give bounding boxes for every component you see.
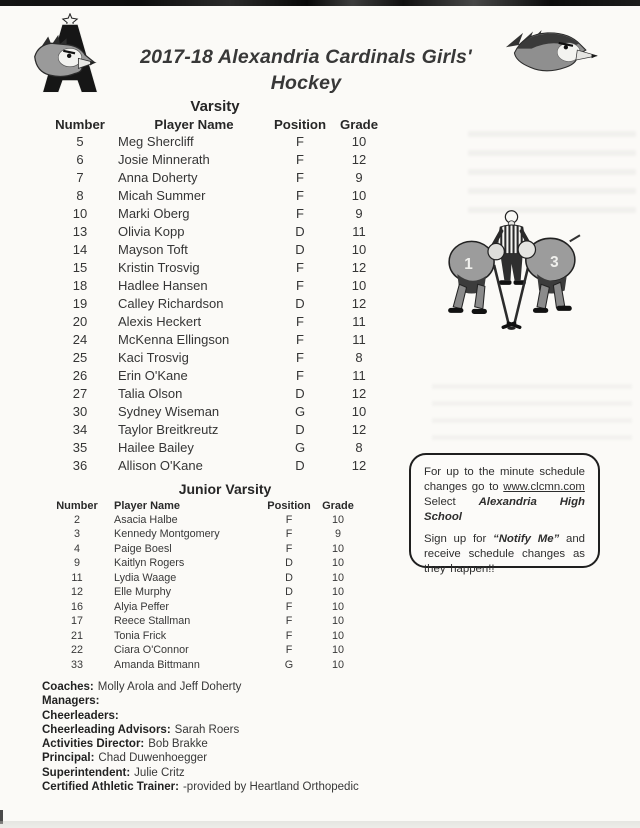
player-position: D [295, 224, 305, 239]
staff-role-label: Managers: [42, 695, 100, 708]
column-header-position: Position [273, 117, 327, 132]
player-grade: 12 [351, 260, 367, 275]
schedule-url: www.clcmn.com [503, 481, 585, 493]
player-name: Kristin Trosvig [118, 260, 200, 275]
table-row [42, 187, 388, 205]
player-position: F [296, 350, 304, 365]
player-number: 7 [76, 170, 84, 185]
player-grade: 11 [352, 314, 366, 329]
player-position: F [296, 332, 304, 347]
player-grade: 10 [351, 278, 367, 293]
player-name: Sydney Wiseman [118, 404, 220, 419]
player-grade: 10 [331, 542, 344, 555]
player-position: D [295, 458, 305, 473]
player-position: F [296, 134, 304, 149]
player-grade: 12 [351, 422, 367, 437]
player-name: Alexis Heckert [118, 314, 202, 329]
player-number: 36 [72, 458, 88, 473]
staff-line [42, 766, 462, 780]
right-jersey-number: 3 [550, 253, 559, 271]
player-name: Josie Minnerath [118, 152, 210, 167]
table-row [42, 169, 388, 187]
staff-list [42, 680, 462, 794]
player-grade: 10 [331, 615, 344, 628]
column-header-grade: Grade [322, 500, 354, 512]
player-grade: 10 [331, 514, 344, 526]
school-name: Alexandria High School [424, 496, 585, 523]
player-number: 4 [73, 542, 80, 555]
column-header-position: Position [267, 500, 311, 512]
player-grade: 12 [351, 296, 367, 311]
junior-varsity-header-row [40, 499, 360, 513]
player-position: F [285, 600, 293, 613]
table-row [42, 313, 388, 331]
player-name: Micah Summer [118, 188, 206, 203]
player-grade: 12 [351, 386, 367, 401]
player-grade: 10 [351, 134, 367, 149]
junior-varsity-table [40, 499, 360, 672]
column-header-name: Player Name [154, 117, 234, 132]
staff-name: Julie Critz [134, 766, 185, 779]
player-number: 33 [70, 658, 83, 671]
staff-name: -provided by Heartland Orthopedic [182, 781, 359, 794]
table-row [42, 457, 388, 475]
table-row [40, 643, 360, 657]
player-position: F [296, 170, 304, 185]
junior-varsity-heading: Junior Varsity [178, 481, 272, 497]
player-name: Paige Boesl [114, 542, 172, 555]
table-row [40, 571, 360, 585]
player-position: F [285, 629, 293, 642]
player-position: D [285, 571, 293, 584]
player-number: 35 [72, 440, 88, 455]
table-row [40, 542, 360, 556]
table-row [40, 527, 360, 541]
player-grade: 11 [352, 368, 366, 383]
player-number: 17 [70, 615, 83, 628]
table-row [42, 403, 388, 421]
player-name: Tonia Frick [114, 629, 167, 642]
player-number: 26 [72, 368, 88, 383]
player-position: F [285, 528, 293, 541]
player-position: D [285, 586, 293, 599]
table-row [42, 259, 388, 277]
staff-line [42, 694, 462, 708]
staff-role-label: Coaches: [42, 681, 94, 693]
table-row [40, 585, 360, 599]
player-number: 19 [72, 296, 88, 311]
junior-varsity-section [40, 482, 360, 672]
player-name: Olivia Kopp [118, 224, 185, 239]
player-number: 21 [70, 629, 83, 642]
table-row [40, 629, 360, 643]
staff-name: Sarah Roers [174, 723, 240, 736]
player-name: Calley Richardson [118, 296, 224, 311]
player-position: F [285, 542, 293, 555]
signup-suffix-text: and receive schedule changes as they happen!! [424, 533, 585, 575]
staff-line [42, 737, 462, 751]
column-header-number: Number [55, 117, 105, 132]
player-name: Talia Olson [118, 386, 183, 401]
player-number: 11 [71, 571, 83, 584]
table-row [42, 295, 388, 313]
player-grade: 10 [331, 571, 344, 584]
player-name: Marki Oberg [118, 206, 190, 221]
player-number: 14 [72, 242, 88, 257]
player-position: D [295, 386, 305, 401]
player-number: 12 [70, 586, 83, 599]
player-grade: 8 [355, 440, 363, 455]
schedule-note-text: For up to the minute schedule changes go to [424, 466, 585, 493]
player-position: D [295, 296, 305, 311]
player-grade: 10 [331, 658, 344, 671]
player-name: Reece Stallman [114, 615, 191, 628]
table-row [40, 614, 360, 628]
player-grade: 9 [334, 528, 341, 541]
player-grade: 10 [331, 586, 344, 599]
schedule-note-paragraph-1 [424, 465, 585, 525]
table-row [42, 205, 388, 223]
schedule-note-box [409, 453, 600, 575]
player-number: 6 [76, 152, 84, 167]
bleed-through-artifact [468, 118, 636, 214]
player-name: Alyia Peffer [114, 600, 170, 613]
varsity-heading: Varsity [190, 98, 240, 115]
player-name: Asacia Halbe [114, 514, 178, 526]
player-number: 20 [72, 314, 88, 329]
player-number: 3 [73, 528, 80, 541]
player-name: Kaci Trosvig [118, 350, 189, 365]
player-number: 15 [72, 260, 88, 275]
player-name: Kennedy Montgomery [114, 528, 220, 541]
player-name: Erin O'Kane [118, 368, 188, 383]
staff-name: Molly Arola and Jeff Doherty [97, 681, 242, 693]
player-grade: 12 [351, 152, 367, 167]
player-position: G [294, 404, 306, 419]
staff-line [42, 751, 462, 765]
player-position: G [294, 440, 306, 455]
staff-role-label: Cheerleaders: [42, 709, 119, 722]
table-row [40, 513, 360, 527]
varsity-header-row [42, 116, 388, 133]
player-position: F [296, 260, 304, 275]
player-name: Mayson Toft [118, 242, 188, 257]
varsity-section [42, 99, 388, 475]
player-grade: 8 [355, 350, 363, 365]
player-name: Lydia Waage [114, 571, 177, 584]
player-number: 34 [72, 422, 88, 437]
player-position: F [296, 188, 304, 203]
player-name: Ciara O'Connor [114, 644, 189, 657]
player-name: Anna Doherty [118, 170, 198, 185]
player-number: 18 [72, 278, 88, 293]
player-number: 27 [72, 386, 88, 401]
player-number: 8 [76, 188, 84, 203]
schedule-note-paragraph-2 [424, 532, 585, 577]
player-grade: 9 [355, 170, 363, 185]
player-number: 22 [70, 644, 83, 657]
staff-name: Bob Brakke [148, 738, 208, 751]
table-row [42, 385, 388, 403]
player-number: 9 [73, 557, 80, 570]
scan-edge-artifact-top [0, 0, 640, 6]
player-grade: 10 [351, 188, 367, 203]
player-position: F [285, 514, 293, 526]
player-position: F [296, 206, 304, 221]
player-grade: 10 [331, 557, 344, 570]
player-name: Hailee Bailey [118, 440, 194, 455]
left-jersey-number: 1 [464, 255, 473, 273]
player-position: F [296, 368, 304, 383]
player-grade: 10 [351, 242, 367, 257]
player-position: F [285, 644, 293, 657]
hockey-faceoff-clipart [443, 208, 581, 332]
alexandria-a-logo-icon [28, 13, 112, 97]
player-name: McKenna Ellingson [118, 332, 230, 347]
player-position: F [296, 152, 304, 167]
player-name: Elle Murphy [114, 586, 172, 599]
page-title: 2017-18 Alexandria Cardinals Girls' Hockey [140, 46, 472, 94]
player-grade: 12 [351, 458, 367, 473]
player-name: Hadlee Hansen [118, 278, 208, 293]
varsity-table [42, 116, 388, 475]
player-number: 16 [70, 600, 83, 613]
staff-role-label: Principal: [42, 752, 95, 765]
staff-line [42, 723, 462, 737]
column-header-name: Player Name [114, 500, 181, 512]
table-row [42, 421, 388, 439]
staff-line [42, 709, 462, 723]
table-row [40, 556, 360, 570]
column-header-grade: Grade [339, 117, 379, 132]
schedule-select-text: Select [424, 496, 456, 508]
staff-line [42, 680, 462, 694]
player-number: 24 [72, 332, 88, 347]
bleed-through-artifact [432, 372, 632, 444]
player-name: Meg Shercliff [118, 134, 194, 149]
player-name: Taylor Breitkreutz [118, 422, 219, 437]
puck [507, 327, 515, 330]
player-position: F [296, 314, 304, 329]
table-row [42, 367, 388, 385]
player-number: 30 [72, 404, 88, 419]
player-grade: 11 [352, 224, 366, 239]
table-row [42, 349, 388, 367]
player-number: 25 [72, 350, 88, 365]
scan-edge-artifact-bottom [0, 821, 640, 828]
player-number: 13 [72, 224, 88, 239]
player-number: 5 [76, 134, 84, 149]
player-grade: 11 [352, 332, 366, 347]
player-name: Kaitlyn Rogers [114, 557, 185, 570]
table-row [42, 133, 388, 151]
staff-role-label: Superintendent: [42, 766, 131, 779]
table-row [42, 439, 388, 457]
table-row [42, 223, 388, 241]
player-grade: 10 [331, 600, 344, 613]
player-name: Allison O'Kane [118, 458, 203, 473]
staff-role-label: Activities Director: [42, 738, 145, 751]
column-header-number: Number [56, 500, 98, 512]
player-position: D [285, 557, 293, 570]
player-position: D [295, 422, 305, 437]
player-grade: 10 [351, 404, 367, 419]
cardinal-head-logo-icon [503, 20, 603, 88]
player-number: 2 [73, 514, 80, 526]
table-row [40, 658, 360, 672]
staff-line [42, 780, 462, 794]
player-position: F [285, 615, 293, 628]
staff-role-label: Certified Athletic Trainer: [42, 781, 179, 794]
table-row [42, 151, 388, 169]
notify-me-text: “Notify Me” [493, 533, 560, 545]
player-name: Amanda Bittmann [114, 658, 200, 671]
player-grade: 10 [331, 644, 344, 657]
table-row [42, 331, 388, 349]
player-position: F [296, 278, 304, 293]
staff-name: Chad Duwenhoegger [98, 752, 208, 765]
table-row [42, 241, 388, 259]
signup-text: Sign up for [424, 533, 487, 545]
player-grade: 9 [355, 206, 363, 221]
player-grade: 10 [331, 629, 344, 642]
staff-role-label: Cheerleading Advisors: [42, 723, 171, 736]
table-row [42, 277, 388, 295]
table-row [40, 600, 360, 614]
player-position: G [284, 658, 294, 671]
player-number: 10 [72, 206, 88, 221]
player-position: D [295, 242, 305, 257]
